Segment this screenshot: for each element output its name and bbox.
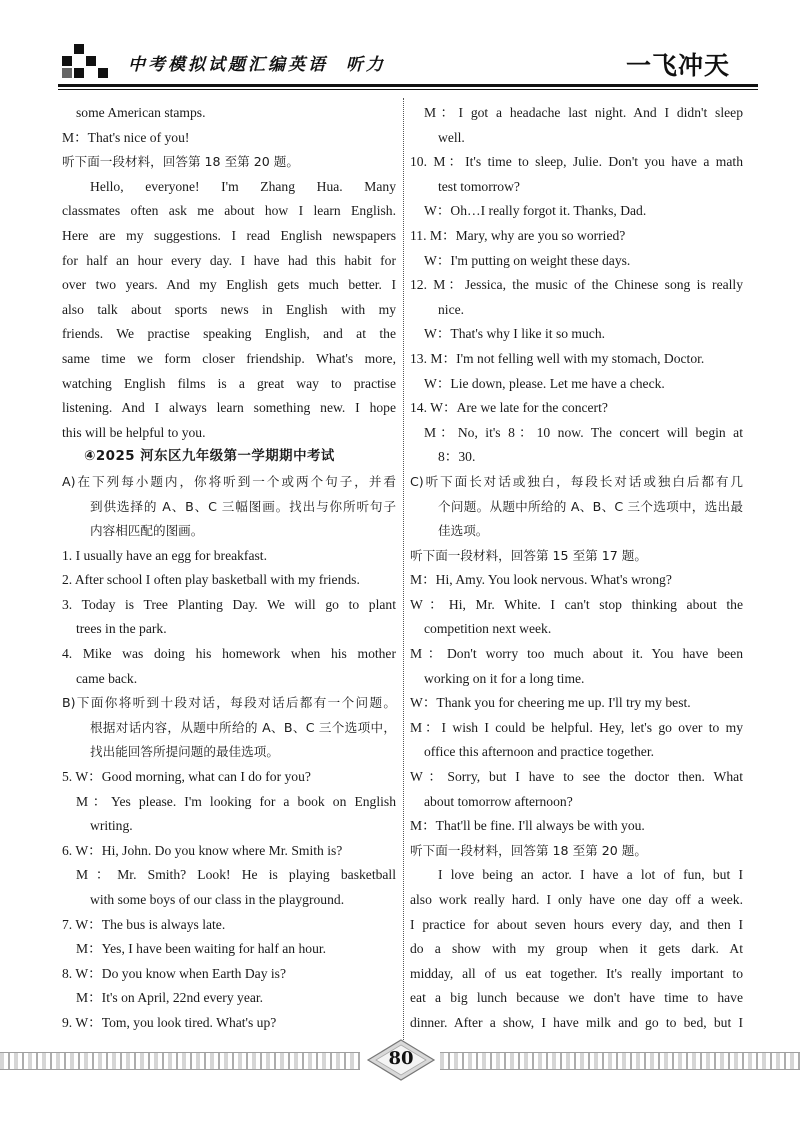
question-line: W：I'm putting on weight these days. (424, 252, 631, 268)
passage-line: also talk about sports news in English with my (62, 301, 396, 317)
section-title: ④2025 河东区九年级第一学期期中考试 (84, 449, 335, 465)
question-line: W：That's why I like it so much. (424, 326, 606, 342)
passage-line: eat a big lunch because we don't have time to have (410, 990, 743, 1006)
dialogue-line: office this afternoon and practice together. (424, 744, 654, 760)
header-rule-thin (58, 89, 758, 90)
instruction-line: C)听下面长对话或独白，每段长对话或独白后都有几 (410, 473, 743, 489)
question-line: 8. W：Do you know when Earth Day is? (62, 965, 287, 981)
question-line: trees in the park. (76, 621, 167, 637)
instruction-line: 听下面一段材料，回答第 18 至第 20 题。 (62, 154, 299, 170)
column-divider (403, 98, 404, 1044)
question-line: with some boys of our class in the playground. (90, 892, 345, 907)
footer-ornament-right (440, 1052, 800, 1070)
instruction-line: 找出能回答所提问题的最佳选项。 (90, 744, 279, 760)
passage-line: classmates often ask me about how I learn English. (62, 203, 396, 219)
question-line: M：Yes please. I'm looking for a book on English (76, 793, 396, 809)
question-line: 11. M：Mary, why are you so worried? (410, 227, 626, 243)
question-line: 2. After school I often play basketball with my friends. (62, 572, 360, 588)
passage-line: same time we form closer friendship. What's more, (62, 350, 396, 366)
instruction-line: 听下面一段材料，回答第 18 至第 20 题。 (410, 842, 647, 858)
passage-line: for half an hour every day. I have had this habit for (62, 252, 396, 268)
question-line: well. (438, 129, 465, 145)
dialogue-line: M：Hi, Amy. You look nervous. What's wrong? (410, 572, 672, 588)
question-line: 3. Today is Tree Planting Day. We will go to plant (62, 596, 396, 612)
dialogue-line: competition next week. (424, 621, 552, 637)
passage-line: dinner. After a show, I have milk and go to bed, but I (410, 1014, 743, 1030)
left-column (62, 101, 396, 1036)
dialogue-line: W：Sorry, but I have to see the doctor then. What (410, 769, 743, 785)
dialogue-line: W：Thank you for cheering me up. I'll try my best. (410, 695, 691, 711)
instruction-line: 个问题。从题中所给的 A、B、C 三个选项中，选出最 (438, 498, 743, 514)
page-number: 80 (388, 1048, 414, 1069)
instruction-line: B)下面你将听到十段对话，每段对话后都有一个问题。 (62, 695, 396, 711)
passage-line: do a show with my group when it gets dark. At (410, 941, 743, 957)
dialogue-line: W：Hi, Mr. White. I can't stop thinking about the (410, 596, 743, 612)
instruction-line: 到供选择的 A、B、C 三幅图画。找出与你所听句子 (90, 498, 396, 514)
right-column (410, 101, 743, 1036)
passage-line: listening. And I always learn something new. I hope (62, 400, 396, 416)
question-line: W：Oh…I really forgot it. Thanks, Dad. (424, 203, 647, 219)
question-line: 5. W：Good morning, what can I do for you? (62, 769, 311, 785)
header-rule (58, 84, 758, 87)
book-title: 中考模拟试题汇编英语 听力 (128, 55, 386, 75)
question-line: 12. M：Jessica, the music of the Chinese song is really (410, 277, 743, 293)
question-line: M：No, it's 8：10 now. The concert will begin at (424, 424, 743, 440)
question-line: came back. (76, 670, 138, 686)
dialogue-line: M：Don't worry too much about it. You have been (410, 646, 743, 662)
dialogue-line: M：I wish I could be helpful. Hey, let's go over to my (410, 719, 743, 735)
question-line: 8：30. (438, 449, 476, 465)
passage-line: watching English films is a great way to practise (62, 375, 396, 391)
passage-line: Here are my suggestions. I read English newspapers (62, 227, 396, 243)
instruction-line: 根据对话内容，从题中所给的 A、B、C 三个选项中， (90, 719, 396, 735)
passage-line: also work really hard. I only have one day off a week. (410, 892, 743, 907)
passage-line: midday, all of us eat together. It's really important to (410, 965, 743, 981)
instruction-line: 听下面一段材料，回答第 15 至第 17 题。 (410, 547, 647, 563)
question-line: 13. M：I'm not felling well with my stomach, Doctor. (410, 350, 705, 366)
footer-ornament-left (0, 1052, 360, 1070)
logo-checker-icon (62, 44, 108, 78)
question-line: M：It's on April, 22nd every year. (76, 990, 264, 1006)
dialogue-line: working on it for a long time. (424, 670, 585, 686)
question-line: 4. Mike was doing his homework when his mother (62, 646, 396, 662)
question-line: 1. I usually have an egg for breakfast. (62, 547, 267, 563)
dialogue-line: M：That'll be fine. I'll always be with you. (410, 818, 645, 834)
page-number-badge (366, 1038, 436, 1082)
question-line: 7. W：The bus is always late. (62, 916, 226, 932)
instruction-line: 内容相匹配的图画。 (90, 523, 204, 539)
question-line: 6. W：Hi, John. Do you know where Mr. Smith is? (62, 842, 343, 858)
page-header (0, 0, 800, 96)
question-line: writing. (90, 818, 133, 834)
instruction-line: 佳选项。 (438, 523, 489, 539)
dialogue-line: about tomorrow afternoon? (424, 793, 573, 809)
passage-line: I practice for about seven hours every day, and then I (410, 916, 743, 932)
text-line: M：That's nice of you! (62, 129, 190, 145)
passage-line: Hello, everyone! I'm Zhang Hua. Many (90, 178, 396, 194)
question-line: 10. M：It's time to sleep, Julie. Don't you have a math (410, 154, 743, 170)
instruction-line: A)在下列每小题内，你将听到一个或两个句子，并看 (62, 473, 396, 489)
question-line: 14. W：Are we late for the concert? (410, 400, 608, 416)
question-line: test tomorrow? (438, 178, 520, 194)
text-line: some American stamps. (76, 105, 206, 120)
question-line: M：Yes, I have been waiting for half an hour. (76, 941, 327, 957)
passage-line: I love being an actor. I have a lot of fun, but I (438, 867, 743, 883)
passage-line: friends. We practise speaking English, and at the (62, 326, 396, 342)
question-line: 9. W：Tom, you look tired. What's up? (62, 1014, 277, 1030)
question-line: M：I got a headache last night. And I didn't sleep (424, 105, 743, 120)
question-line: W：Lie down, please. Let me have a check. (424, 375, 665, 391)
question-line: M：Mr. Smith? Look! He is playing basketball (76, 867, 396, 883)
passage-line: this will be helpful to you. (62, 424, 206, 440)
passage-line: over two years. And my English gets much better. I (62, 277, 396, 293)
brand-logo: 一飞冲天 (626, 51, 731, 80)
question-line: nice. (438, 301, 465, 317)
